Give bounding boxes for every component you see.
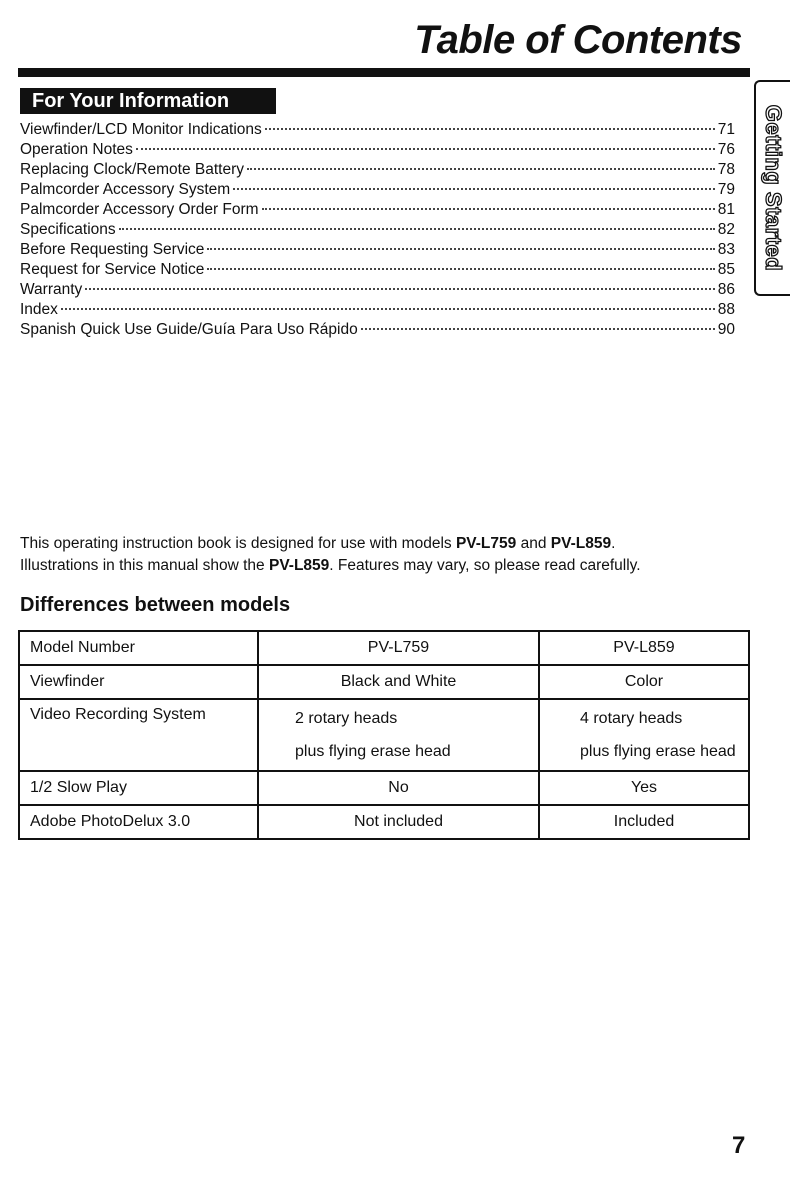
intro-text: . xyxy=(611,535,616,552)
table-row xyxy=(19,805,749,839)
dot-leader xyxy=(262,208,715,210)
toc-entry-label: Request for Service Notice xyxy=(20,261,205,278)
dot-leader xyxy=(119,228,715,230)
toc-entry-label: Palmcorder Accessory System xyxy=(20,181,231,198)
intro-text: This operating instruction book is designed for use with models xyxy=(20,535,456,552)
side-tab-label: Getting Started xyxy=(761,104,786,272)
toc-entry-label: Specifications xyxy=(20,221,116,238)
toc-entry[interactable] xyxy=(20,300,735,320)
toc-entry-label: Viewfinder/LCD Monitor Indications xyxy=(20,121,262,138)
model-name: PV-L859 xyxy=(268,557,330,574)
toc-entry-label: Index xyxy=(20,301,58,318)
row-header: Adobe PhotoDelux 3.0 xyxy=(19,805,258,839)
table-cell: No xyxy=(258,771,539,805)
row-header: 1/2 Slow Play xyxy=(19,771,258,805)
toc-entry-page: 81 xyxy=(717,201,735,218)
table-row xyxy=(19,631,749,665)
cell-line: plus flying erase head xyxy=(580,743,736,760)
intro-text: and xyxy=(516,535,551,552)
dot-leader xyxy=(265,128,715,130)
cell-line: 2 rotary heads xyxy=(295,710,398,727)
cell-line: 4 rotary heads xyxy=(580,710,683,727)
toc-entry-page: 90 xyxy=(717,321,735,338)
page-title: Table of Contents xyxy=(414,18,742,62)
toc-entry[interactable] xyxy=(20,200,735,220)
model-name: PV-L859 xyxy=(550,535,612,552)
toc-entry-page: 82 xyxy=(717,221,735,238)
toc-entry-label: Palmcorder Accessory Order Form xyxy=(20,201,259,218)
toc-entry-label: Spanish Quick Use Guide/Guía Para Uso Rápido xyxy=(20,321,358,338)
toc-entry-label: Warranty xyxy=(20,281,83,298)
table-cell xyxy=(539,699,749,771)
toc-entry-page: 88 xyxy=(717,301,735,318)
dot-leader xyxy=(61,308,715,310)
table-of-contents xyxy=(20,120,735,340)
toc-entry-label: Replacing Clock/Remote Battery xyxy=(20,161,244,178)
toc-entry-page: 76 xyxy=(717,141,735,158)
toc-entry[interactable] xyxy=(20,320,735,340)
table-cell xyxy=(258,699,539,771)
dot-leader xyxy=(207,268,714,270)
toc-entry-page: 79 xyxy=(717,181,735,198)
dot-leader xyxy=(361,328,715,330)
model-comparison-table xyxy=(18,630,750,840)
toc-entry-label: Before Requesting Service xyxy=(20,241,205,258)
toc-entry-page: 71 xyxy=(717,121,735,138)
page-number: 7 xyxy=(732,1132,746,1159)
toc-entry-page: 83 xyxy=(717,241,735,258)
toc-entry[interactable] xyxy=(20,160,735,180)
toc-entry[interactable] xyxy=(20,120,735,140)
toc-entry[interactable] xyxy=(20,280,735,300)
table-cell: Not included xyxy=(258,805,539,839)
model-name: PV-L759 xyxy=(455,535,517,552)
intro-text: . Features may vary, so please read carefully. xyxy=(329,557,641,574)
table-row xyxy=(19,665,749,699)
table-cell: Color xyxy=(539,665,749,699)
cell-line: plus flying erase head xyxy=(295,743,451,760)
toc-entry[interactable] xyxy=(20,180,735,200)
toc-entry[interactable] xyxy=(20,260,735,280)
section-label: For Your Information xyxy=(20,88,276,114)
toc-entry[interactable] xyxy=(20,240,735,260)
dot-leader xyxy=(233,188,715,190)
table-cell: Black and White xyxy=(258,665,539,699)
intro-line-1 xyxy=(20,533,760,555)
table-row xyxy=(19,771,749,805)
toc-entry-label: Operation Notes xyxy=(20,141,133,158)
row-header: Model Number xyxy=(19,631,258,665)
table-row xyxy=(19,699,749,771)
table-cell: Yes xyxy=(539,771,749,805)
differences-heading: Differences between models xyxy=(20,594,291,616)
title-rule xyxy=(18,68,750,77)
row-header: Viewfinder xyxy=(19,665,258,699)
toc-entry-page: 78 xyxy=(717,161,735,178)
table-cell: PV-L759 xyxy=(258,631,539,665)
dot-leader xyxy=(247,168,715,170)
table-cell: PV-L859 xyxy=(539,631,749,665)
toc-entry[interactable] xyxy=(20,140,735,160)
toc-entry-page: 85 xyxy=(717,261,735,278)
toc-entry-page: 86 xyxy=(717,281,735,298)
toc-entry[interactable] xyxy=(20,220,735,240)
intro-text: Illustrations in this manual show the xyxy=(20,557,269,574)
intro-line-2 xyxy=(20,555,760,577)
row-header: Video Recording System xyxy=(19,699,258,771)
table-cell: Included xyxy=(539,805,749,839)
dot-leader xyxy=(136,148,715,150)
dot-leader xyxy=(85,288,714,290)
dot-leader xyxy=(207,248,714,250)
side-tab xyxy=(754,80,790,296)
intro-paragraph xyxy=(20,533,760,577)
